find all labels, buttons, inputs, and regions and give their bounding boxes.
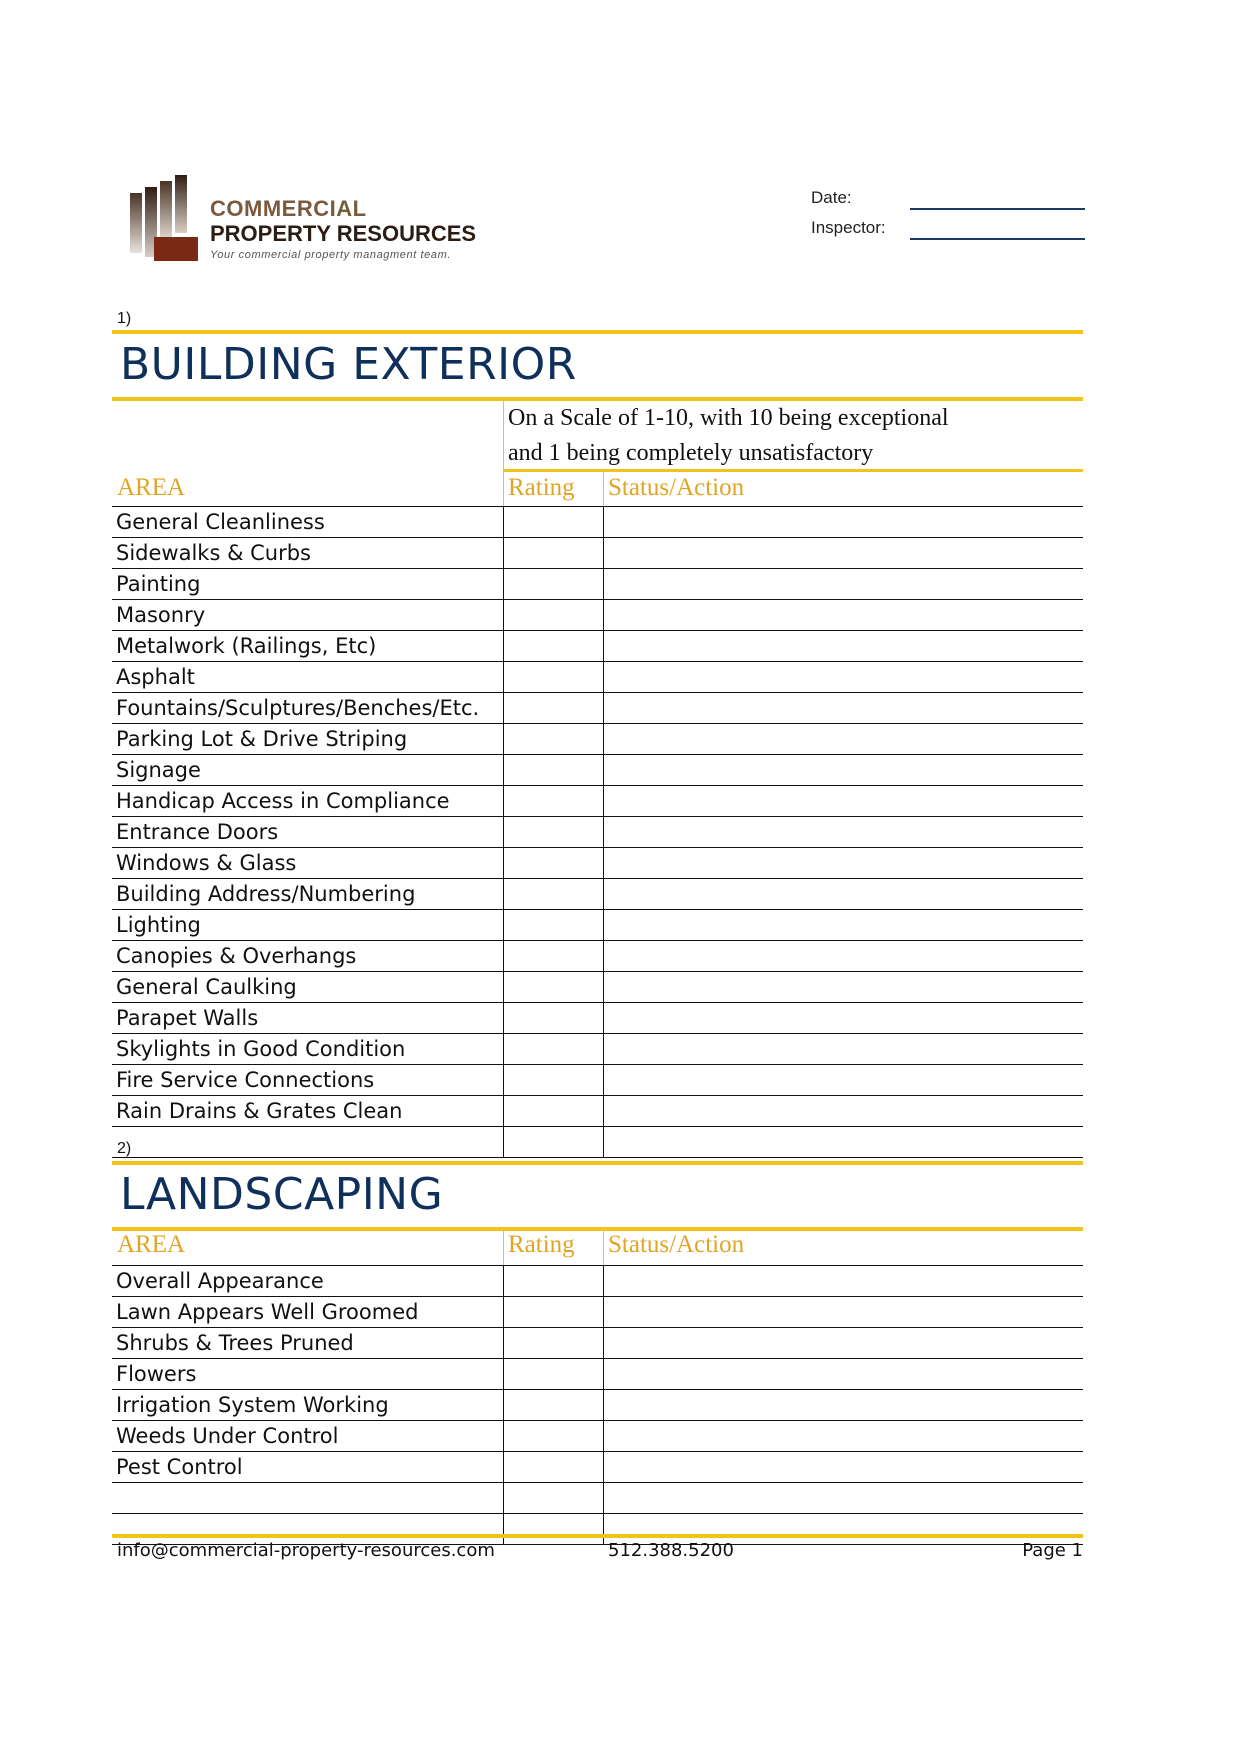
status-action-cell[interactable] [604, 724, 1083, 754]
area-label: Flowers [116, 1362, 197, 1386]
status-action-cell[interactable] [604, 1003, 1083, 1033]
scale-note-divider [503, 401, 504, 471]
status-action-cell[interactable] [604, 910, 1083, 940]
table-row [112, 569, 1083, 600]
footer-page-number: Page 1 [1022, 1540, 1083, 1561]
table-row [112, 1266, 1083, 1297]
rating-cell[interactable] [504, 817, 603, 847]
table-row [112, 1065, 1083, 1096]
status-action-cell[interactable] [604, 755, 1083, 785]
table-row [112, 1034, 1083, 1065]
area-label: Canopies & Overhangs [116, 944, 357, 968]
status-action-cell[interactable] [604, 569, 1083, 599]
area-label: Asphalt [116, 665, 195, 689]
column-header-rating: Rating [508, 474, 575, 501]
area-label: Signage [116, 758, 201, 782]
rating-cell[interactable] [504, 972, 603, 1002]
section2-title: LANDSCAPING [120, 1169, 444, 1220]
rating-cell[interactable] [504, 569, 603, 599]
table-row [112, 1421, 1083, 1452]
rating-cell[interactable] [504, 693, 603, 723]
section1-column-headers [112, 472, 1083, 506]
scale-note [508, 401, 949, 471]
area-label: Fire Service Connections [116, 1068, 375, 1092]
rating-cell[interactable] [504, 1127, 603, 1157]
header-divider [603, 1231, 604, 1265]
header-divider [603, 472, 604, 506]
table-row [112, 507, 1083, 538]
section2-number: 2) [117, 1140, 132, 1157]
section1-number: 1) [117, 310, 132, 327]
logo-bars-icon [128, 175, 198, 265]
area-label: Lighting [116, 913, 201, 937]
table-row [112, 1483, 1083, 1514]
column-header-status: Status/Action [608, 474, 745, 501]
table-row [112, 1359, 1083, 1390]
rating-cell[interactable] [504, 1390, 603, 1420]
column-header-status: Status/Action [608, 1231, 745, 1258]
status-action-cell[interactable] [604, 538, 1083, 568]
table-row [112, 1328, 1083, 1359]
status-action-cell[interactable] [604, 1483, 1083, 1513]
rating-cell[interactable] [504, 1514, 603, 1544]
inspector-input-line[interactable] [910, 238, 1085, 240]
footer-rule [112, 1534, 1083, 1538]
area-label: Lawn Appears Well Groomed [116, 1300, 419, 1324]
date-field[interactable] [811, 186, 1085, 210]
status-action-cell[interactable] [604, 1065, 1083, 1095]
area-label: General Cleanliness [116, 510, 325, 534]
table-row [112, 817, 1083, 848]
table-row [112, 972, 1083, 1003]
table-row [112, 1096, 1083, 1127]
status-action-cell[interactable] [604, 662, 1083, 692]
area-label: Skylights in Good Condition [116, 1037, 406, 1061]
rating-cell[interactable] [504, 1065, 603, 1095]
area-label: Masonry [116, 603, 206, 627]
rating-cell[interactable] [504, 507, 603, 537]
area-label: Pest Control [116, 1455, 243, 1479]
status-action-cell[interactable] [604, 507, 1083, 537]
status-action-cell[interactable] [604, 1266, 1083, 1296]
section2-column-headers [112, 1231, 1083, 1265]
rating-cell[interactable] [504, 1483, 603, 1513]
status-action-cell[interactable] [604, 1421, 1083, 1451]
table-row [112, 879, 1083, 910]
inspector-label: Inspector: [811, 218, 886, 237]
status-action-cell[interactable] [604, 1328, 1083, 1358]
table-row [112, 848, 1083, 879]
status-action-cell[interactable] [604, 786, 1083, 816]
status-action-cell[interactable] [604, 1127, 1083, 1157]
rating-cell[interactable] [504, 755, 603, 785]
column-header-rating: Rating [508, 1231, 575, 1258]
rating-cell[interactable] [504, 1359, 603, 1389]
table-row [112, 1127, 1083, 1158]
header-divider [503, 1231, 504, 1265]
section1-top-rule [112, 330, 1083, 334]
area-label: Parapet Walls [116, 1006, 259, 1030]
area-label: Rain Drains & Grates Clean [116, 1099, 403, 1123]
area-label: General Caulking [116, 975, 297, 999]
status-action-cell[interactable] [604, 693, 1083, 723]
status-action-cell[interactable] [604, 1452, 1083, 1482]
area-label: Fountains/Sculptures/Benches/Etc. [116, 696, 480, 720]
table-row [112, 693, 1083, 724]
company-logo [128, 175, 498, 265]
status-action-cell[interactable] [604, 879, 1083, 909]
table-row [112, 755, 1083, 786]
logo-tagline: Your commercial property managment team. [210, 249, 452, 261]
footer-phone[interactable]: 512.388.5200 [608, 1540, 734, 1561]
area-label: Windows & Glass [116, 851, 297, 875]
status-action-cell[interactable] [604, 1034, 1083, 1064]
table-row [112, 538, 1083, 569]
rating-cell[interactable] [504, 1266, 603, 1296]
rating-cell[interactable] [504, 879, 603, 909]
area-label: Sidewalks & Curbs [116, 541, 311, 565]
rating-cell[interactable] [504, 1328, 603, 1358]
column-header-area: AREA [117, 1231, 186, 1258]
date-input-line[interactable] [910, 208, 1085, 210]
area-label: Shrubs & Trees Pruned [116, 1331, 354, 1355]
table-row [112, 786, 1083, 817]
column-header-area: AREA [117, 474, 186, 501]
table-row [112, 1452, 1083, 1483]
table-row [112, 1390, 1083, 1421]
rating-cell[interactable] [504, 600, 603, 630]
rating-cell[interactable] [504, 724, 603, 754]
status-action-cell[interactable] [604, 817, 1083, 847]
building-exterior-table [112, 506, 1083, 1158]
rating-cell[interactable] [504, 910, 603, 940]
area-label: Handicap Access in Compliance [116, 789, 450, 813]
rating-cell[interactable] [504, 631, 603, 661]
rating-cell[interactable] [504, 1452, 603, 1482]
rating-cell[interactable] [504, 941, 603, 971]
footer-email[interactable]: info@commercial-property-resources.com [117, 1540, 495, 1561]
status-action-cell[interactable] [604, 1096, 1083, 1126]
area-label: Irrigation System Working [116, 1393, 389, 1417]
logo-line1: COMMERCIAL [210, 196, 367, 221]
landscaping-table [112, 1265, 1083, 1545]
status-action-cell[interactable] [604, 1390, 1083, 1420]
scale-note-line1: On a Scale of 1-10, with 10 being exceptional [508, 405, 949, 431]
logo-text [210, 197, 476, 261]
rating-cell[interactable] [504, 786, 603, 816]
area-label: Entrance Doors [116, 820, 279, 844]
status-action-cell[interactable] [604, 848, 1083, 878]
rating-cell[interactable] [504, 1421, 603, 1451]
rating-cell[interactable] [504, 538, 603, 568]
section1-title: BUILDING EXTERIOR [120, 339, 577, 390]
header-divider [503, 472, 504, 506]
status-action-cell[interactable] [604, 631, 1083, 661]
status-action-cell[interactable] [604, 1297, 1083, 1327]
scale-note-line2: and 1 being completely unsatisfactory [508, 440, 874, 466]
table-row [112, 910, 1083, 941]
area-label: Building Address/Numbering [116, 882, 416, 906]
rating-cell[interactable] [504, 1034, 603, 1064]
area-label: Painting [116, 572, 201, 596]
inspector-field[interactable] [811, 216, 1085, 240]
table-row [112, 1003, 1083, 1034]
area-label: Metalwork (Railings, Etc) [116, 634, 377, 658]
date-label: Date: [811, 188, 852, 207]
area-label: Parking Lot & Drive Striping [116, 727, 408, 751]
rating-cell[interactable] [504, 1096, 603, 1126]
status-action-cell[interactable] [604, 972, 1083, 1002]
table-row [112, 631, 1083, 662]
rating-cell[interactable] [504, 1003, 603, 1033]
rating-cell[interactable] [504, 848, 603, 878]
table-row [112, 724, 1083, 755]
status-action-cell[interactable] [604, 1359, 1083, 1389]
area-label: Overall Appearance [116, 1269, 324, 1293]
status-action-cell[interactable] [604, 941, 1083, 971]
table-row [112, 1297, 1083, 1328]
section2-top-rule [112, 1161, 1083, 1165]
area-label: Weeds Under Control [116, 1424, 339, 1448]
table-row [112, 941, 1083, 972]
rating-cell[interactable] [504, 1297, 603, 1327]
status-action-cell[interactable] [604, 600, 1083, 630]
table-row [112, 600, 1083, 631]
table-row [112, 662, 1083, 693]
logo-line2: PROPERTY RESOURCES [210, 221, 477, 246]
rating-cell[interactable] [504, 662, 603, 692]
